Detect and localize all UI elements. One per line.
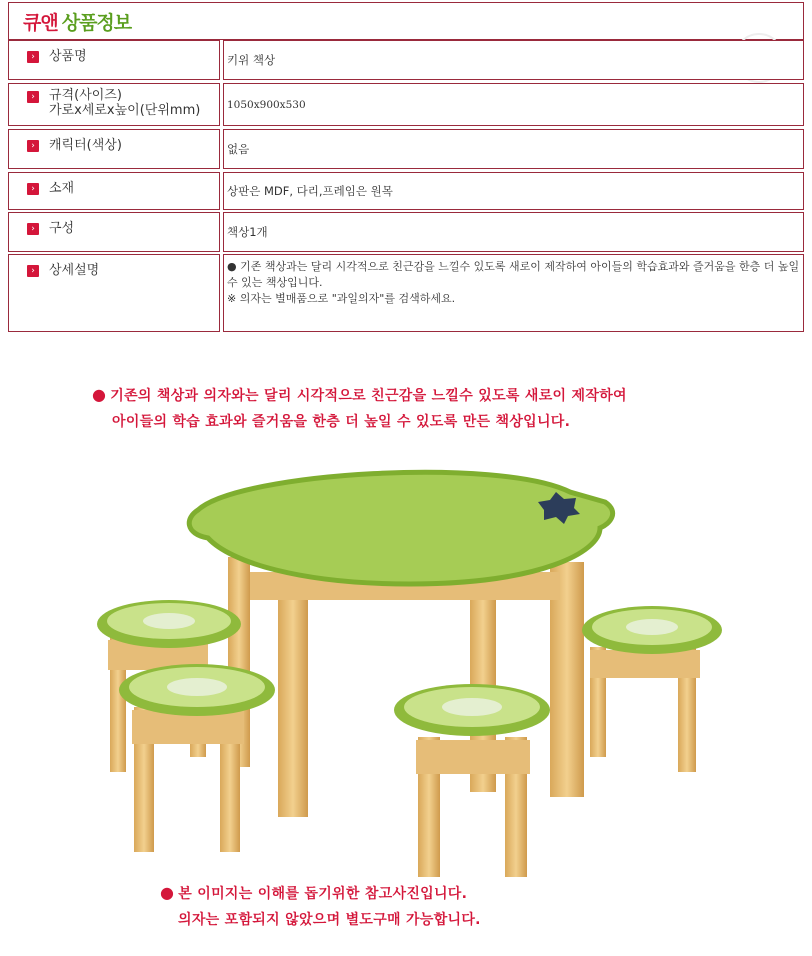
value-cell: 키위 책상 [223, 40, 804, 80]
label-cell [8, 212, 220, 252]
chevron-right-icon: › [27, 223, 39, 235]
label-text: 소재 [49, 181, 75, 196]
stool-back-right [582, 606, 722, 772]
title-text: 상품정보 [61, 11, 132, 34]
chevron-right-icon: › [27, 183, 39, 195]
note-text: 본 이미지는 이해를 돕기위한 참고사진입니다. [178, 886, 468, 902]
description-text: 기존의 책상과 의자와는 달리 시각적으로 친근감을 느낄수 있도록 새로이 제작하여 [110, 388, 627, 404]
label-cell [8, 254, 220, 332]
label-text: 캐릭터(색상) [49, 138, 122, 153]
info-row-size [8, 83, 804, 126]
note-block [160, 880, 481, 933]
value-cell: 1050x900x530 [223, 83, 804, 126]
chevron-right-icon: › [27, 91, 39, 103]
label-text: 구성 [49, 221, 75, 236]
label-cell [8, 172, 220, 210]
bullet-icon: ● [92, 385, 107, 404]
page-title [8, 2, 804, 40]
info-row-color [8, 129, 804, 169]
table-legs [228, 557, 584, 817]
label-stack [49, 88, 200, 118]
info-row-material [8, 172, 804, 210]
label-cell [8, 129, 220, 169]
description-line-2: 아이들의 학습 효과와 즐거움을 한층 더 높일 수 있도록 만든 책상입니다. [112, 414, 571, 430]
label-cell [8, 83, 220, 126]
label-text: 상품명 [49, 49, 87, 64]
stool-front-left [119, 664, 275, 852]
description-block [92, 382, 627, 435]
value-cell: 상판은 MDF, 다리,프레임은 원목 [223, 172, 804, 210]
chevron-right-icon: › [27, 265, 39, 277]
info-row-name [8, 40, 804, 80]
detail-text: ● 기존 책상과는 달리 시각적으로 친근감을 느낄수 있도록 새로이 제작하여 아이들의 학습효과와 즐거움을 한층 더 높일 수 있는 책상입니다. [227, 260, 800, 289]
detail-note: ※ 의자는 별매품으로 "과일의자"를 검색하세요. [227, 292, 456, 305]
info-row-components [8, 212, 804, 252]
note-line-1 [160, 880, 481, 907]
info-row-detail [8, 254, 804, 332]
product-photo [80, 462, 740, 882]
bullet-icon: ● [160, 883, 175, 902]
value-cell: 책상1개 [223, 212, 804, 252]
table-top [189, 472, 612, 584]
description-line-1 [92, 382, 627, 409]
label-subtext: 가로x세로x높이(단위mm) [49, 103, 201, 118]
label-text: 상세설명 [49, 263, 100, 278]
note-line-2: 의자는 포함되지 않았으며 별도구매 가능합니다. [178, 912, 481, 928]
chevron-right-icon: › [27, 51, 39, 63]
value-cell: 없음 [223, 129, 804, 169]
value-cell [223, 254, 804, 332]
chevron-right-icon: › [27, 140, 39, 152]
label-cell [8, 40, 220, 80]
brand-name: 큐앤 [23, 11, 58, 34]
label-text: 규격(사이즈) [49, 88, 122, 103]
